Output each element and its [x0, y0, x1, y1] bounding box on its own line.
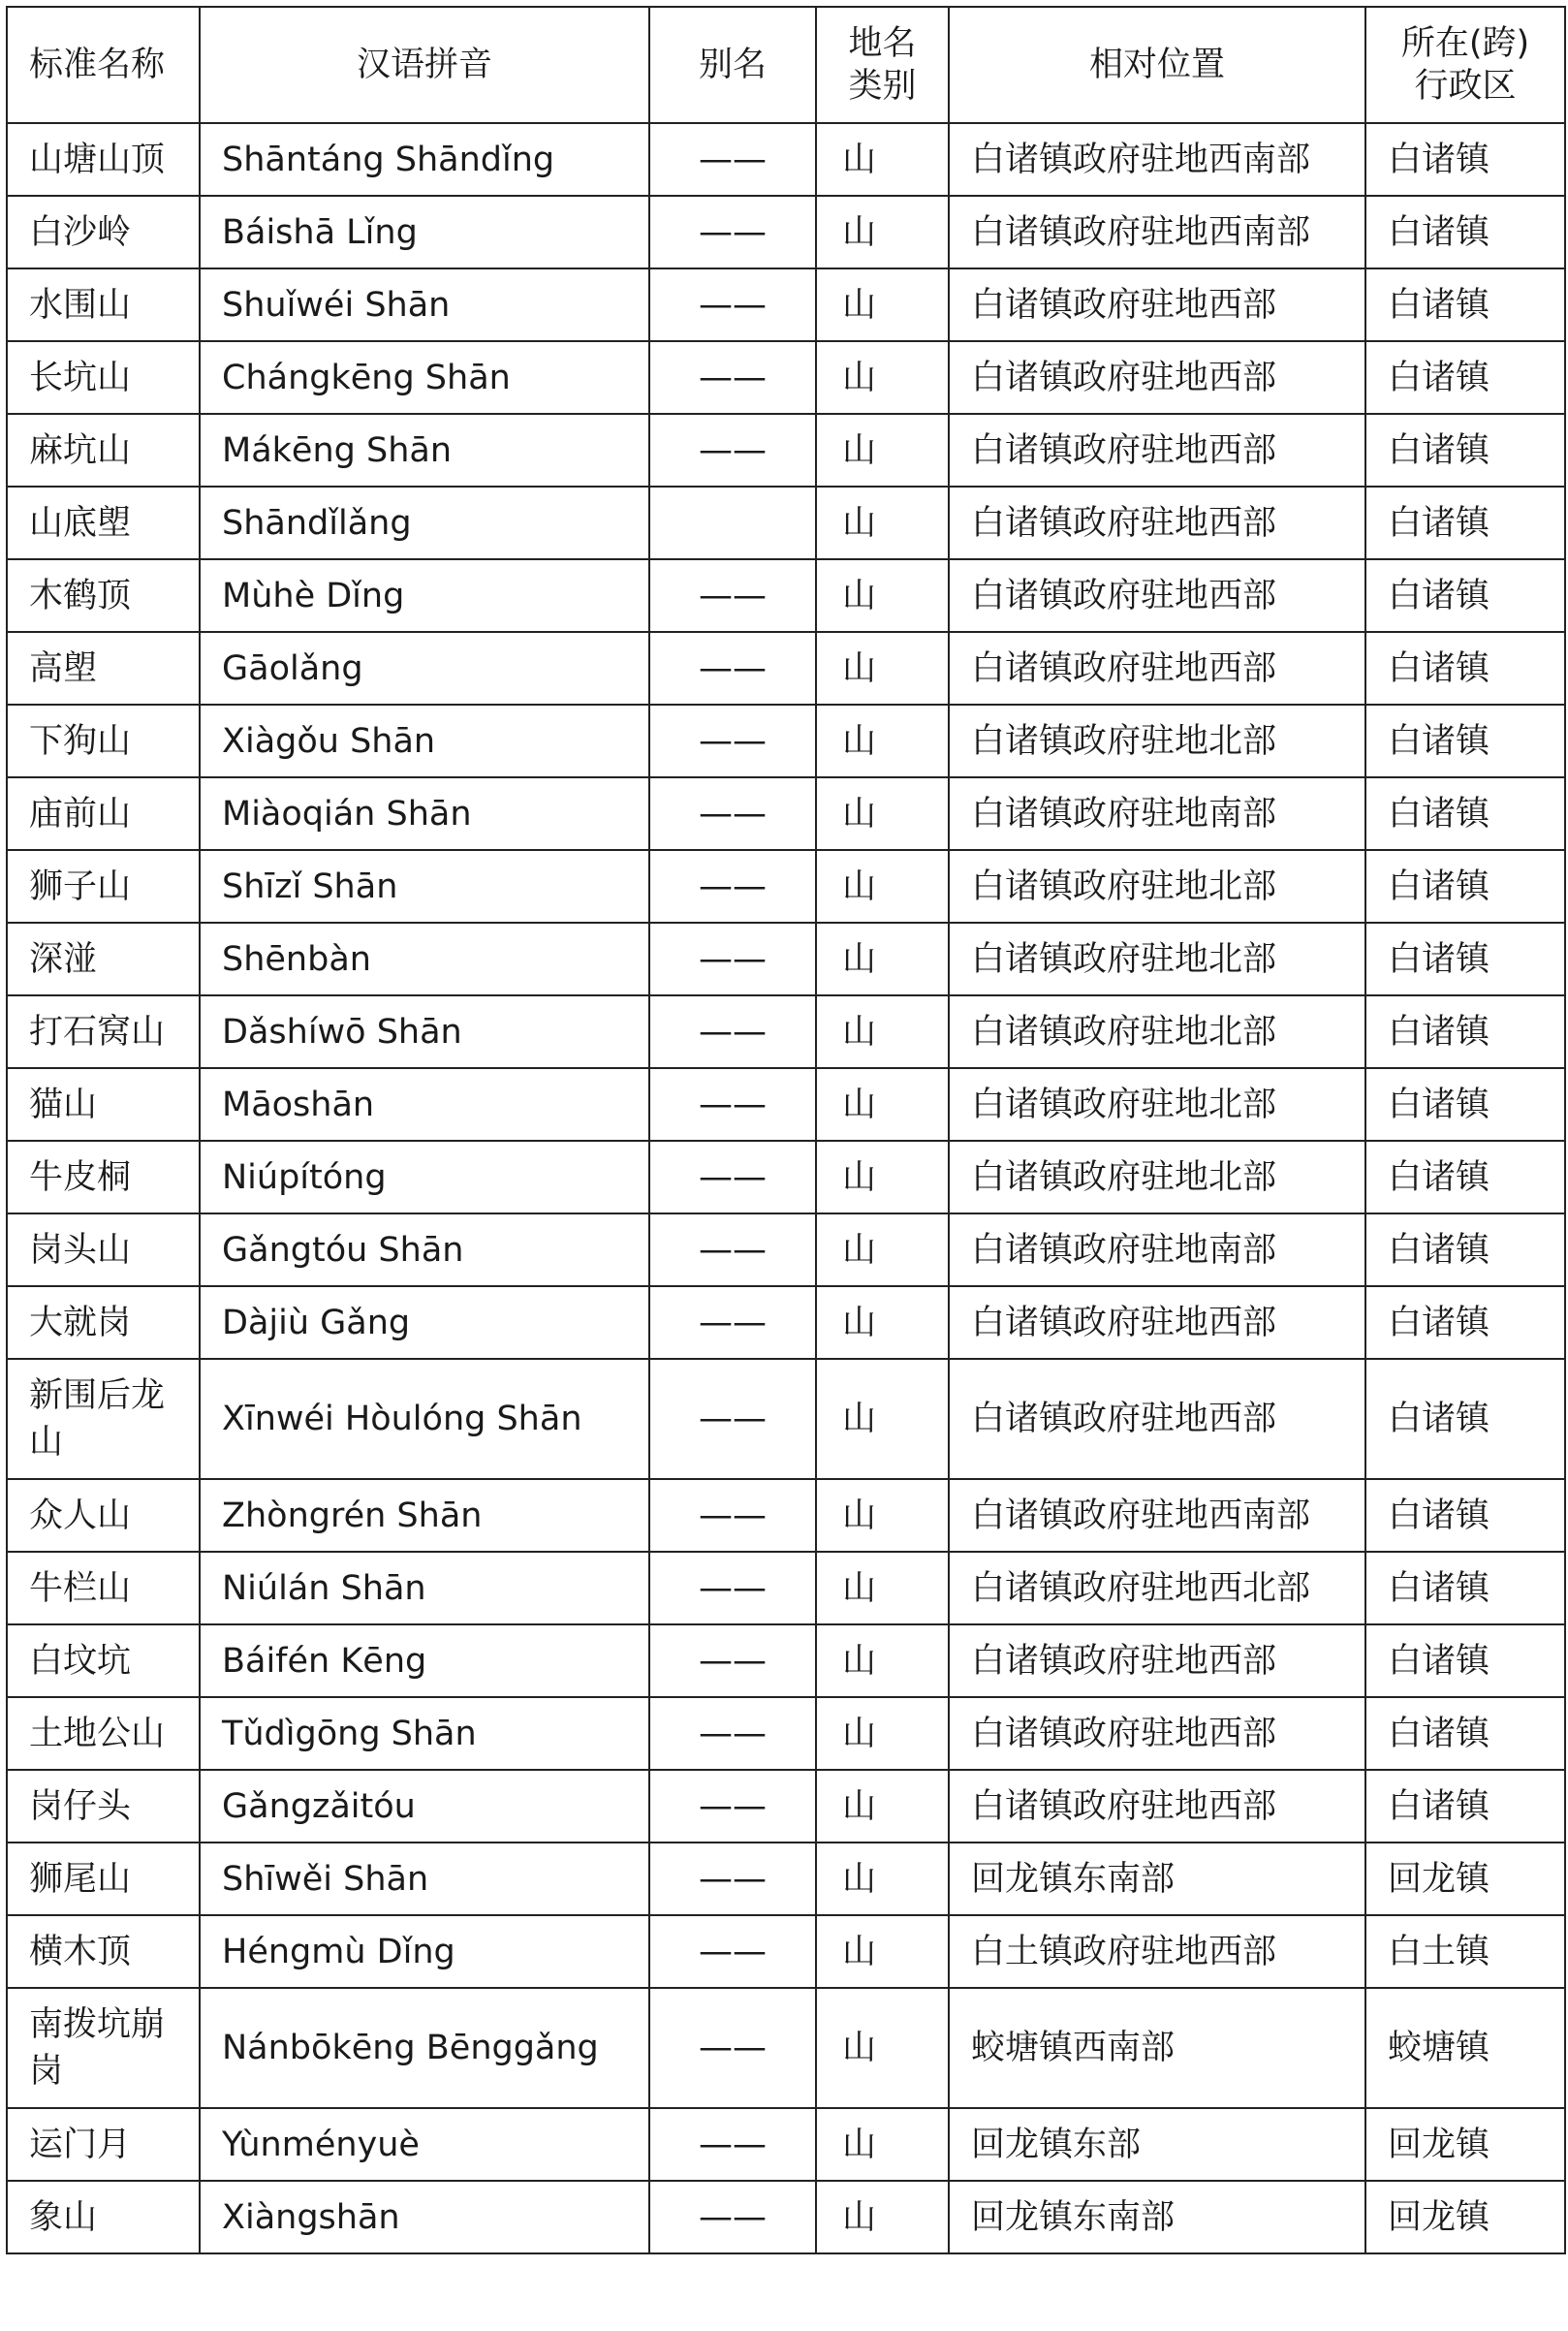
- location-cell: 白土镇政府驻地西部: [949, 1915, 1365, 1988]
- table-row: [7, 923, 1565, 995]
- category-cell: 山: [816, 2108, 949, 2181]
- category-cell: 山: [816, 268, 949, 341]
- category-cell: 山: [816, 923, 949, 995]
- admin-region-cell: 回龙镇: [1365, 2181, 1565, 2253]
- table-row: [7, 777, 1565, 850]
- pinyin-cell: Gǎngzǎitóu: [200, 1770, 649, 1843]
- admin-region-cell: 白诸镇: [1365, 487, 1565, 559]
- admin-region-cell: 白诸镇: [1365, 1624, 1565, 1697]
- pinyin-cell: Dàjiù Gǎng: [200, 1286, 649, 1359]
- table-row: [7, 196, 1565, 268]
- location-cell: 白诸镇政府驻地南部: [949, 777, 1365, 850]
- admin-region-cell: 白土镇: [1365, 1915, 1565, 1988]
- admin-region-cell: 白诸镇: [1365, 1697, 1565, 1770]
- table-row: [7, 1988, 1565, 2108]
- admin-region-cell: 白诸镇: [1365, 1286, 1565, 1359]
- category-cell: 山: [816, 1624, 949, 1697]
- location-cell: 白诸镇政府驻地西南部: [949, 123, 1365, 196]
- location-cell: 白诸镇政府驻地西部: [949, 487, 1365, 559]
- table-row: [7, 1068, 1565, 1141]
- place-name-cell: 狮子山: [7, 850, 200, 923]
- pinyin-cell: Māoshān: [200, 1068, 649, 1141]
- category-cell: 山: [816, 705, 949, 777]
- alias-cell: ——: [649, 196, 816, 268]
- alias-cell: ——: [649, 995, 816, 1068]
- pinyin-cell: Shēnbàn: [200, 923, 649, 995]
- category-cell: 山: [816, 196, 949, 268]
- header-pinyin: 汉语拼音: [200, 7, 649, 123]
- table-row: [7, 705, 1565, 777]
- place-name-cell: 牛栏山: [7, 1552, 200, 1624]
- table-row: [7, 1552, 1565, 1624]
- category-cell: 山: [816, 995, 949, 1068]
- alias-cell: ——: [649, 923, 816, 995]
- category-cell: 山: [816, 1915, 949, 1988]
- location-cell: 白诸镇政府驻地西北部: [949, 1552, 1365, 1624]
- alias-cell: ——: [649, 705, 816, 777]
- place-name-cell: 岗头山: [7, 1213, 200, 1286]
- location-cell: 白诸镇政府驻地西南部: [949, 1479, 1365, 1552]
- header-category: 地名类别: [816, 7, 949, 123]
- alias-cell: [649, 487, 816, 559]
- category-cell: 山: [816, 1141, 949, 1213]
- place-name-cell: 狮尾山: [7, 1843, 200, 1915]
- location-cell: 白诸镇政府驻地北部: [949, 995, 1365, 1068]
- place-name-cell: 打石窝山: [7, 995, 200, 1068]
- pinyin-cell: Mùhè Dǐng: [200, 559, 649, 632]
- admin-region-cell: 白诸镇: [1365, 1141, 1565, 1213]
- category-cell: 山: [816, 414, 949, 487]
- category-cell: 山: [816, 341, 949, 414]
- pinyin-cell: Héngmù Dǐng: [200, 1915, 649, 1988]
- table-row: [7, 995, 1565, 1068]
- pinyin-cell: Gāolǎng: [200, 632, 649, 705]
- category-cell: 山: [816, 1359, 949, 1479]
- admin-region-cell: 白诸镇: [1365, 1213, 1565, 1286]
- header-admin-region: 所在(跨)行政区: [1365, 7, 1565, 123]
- category-cell: 山: [816, 1988, 949, 2108]
- place-name-cell: 深湴: [7, 923, 200, 995]
- table-row: [7, 1359, 1565, 1479]
- table-row: [7, 559, 1565, 632]
- place-name-cell: 下狗山: [7, 705, 200, 777]
- admin-region-cell: 白诸镇: [1365, 850, 1565, 923]
- category-cell: 山: [816, 632, 949, 705]
- table-row: [7, 1479, 1565, 1552]
- place-name-cell: 山塘山顶: [7, 123, 200, 196]
- place-name-cell: 横木顶: [7, 1915, 200, 1988]
- table-row: [7, 850, 1565, 923]
- category-cell: 山: [816, 1286, 949, 1359]
- pinyin-cell: Yùnményuè: [200, 2108, 649, 2181]
- admin-region-cell: 白诸镇: [1365, 268, 1565, 341]
- place-name-cell: 麻坑山: [7, 414, 200, 487]
- admin-region-cell: 白诸镇: [1365, 1068, 1565, 1141]
- table-row: [7, 1213, 1565, 1286]
- pinyin-cell: Nánbōkēng Bēnggǎng: [200, 1988, 649, 2108]
- alias-cell: ——: [649, 1479, 816, 1552]
- admin-region-cell: 白诸镇: [1365, 1479, 1565, 1552]
- location-cell: 回龙镇东南部: [949, 2181, 1365, 2253]
- category-cell: 山: [816, 1068, 949, 1141]
- place-name-cell: 水围山: [7, 268, 200, 341]
- table-row: [7, 123, 1565, 196]
- place-name-cell: 大就岗: [7, 1286, 200, 1359]
- alias-cell: ——: [649, 777, 816, 850]
- location-cell: 白诸镇政府驻地西部: [949, 632, 1365, 705]
- location-cell: 白诸镇政府驻地北部: [949, 1068, 1365, 1141]
- place-name-cell: 白沙岭: [7, 196, 200, 268]
- table-row: [7, 1843, 1565, 1915]
- location-cell: 白诸镇政府驻地西部: [949, 341, 1365, 414]
- pinyin-cell: Mákēng Shān: [200, 414, 649, 487]
- alias-cell: ——: [649, 1770, 816, 1843]
- admin-region-cell: 回龙镇: [1365, 2108, 1565, 2181]
- admin-region-cell: 白诸镇: [1365, 1359, 1565, 1479]
- table-row: [7, 1286, 1565, 1359]
- place-name-cell: 山底塱: [7, 487, 200, 559]
- location-cell: 回龙镇东部: [949, 2108, 1365, 2181]
- table-row: [7, 1697, 1565, 1770]
- location-cell: 白诸镇政府驻地西部: [949, 1359, 1365, 1479]
- category-cell: 山: [816, 1770, 949, 1843]
- pinyin-cell: Shāndǐlǎng: [200, 487, 649, 559]
- table-row: [7, 487, 1565, 559]
- place-name-cell: 众人山: [7, 1479, 200, 1552]
- table-row: [7, 268, 1565, 341]
- pinyin-cell: Xīnwéi Hòulóng Shān: [200, 1359, 649, 1479]
- admin-region-cell: 白诸镇: [1365, 341, 1565, 414]
- place-name-cell: 南拨坑崩岗: [7, 1988, 200, 2108]
- pinyin-cell: Báifén Kēng: [200, 1624, 649, 1697]
- location-cell: 白诸镇政府驻地西部: [949, 1624, 1365, 1697]
- alias-cell: ——: [649, 1697, 816, 1770]
- table-row: [7, 2181, 1565, 2253]
- admin-region-cell: 回龙镇: [1365, 1843, 1565, 1915]
- pinyin-cell: Miàoqián Shān: [200, 777, 649, 850]
- admin-region-cell: 白诸镇: [1365, 777, 1565, 850]
- location-cell: 蛟塘镇西南部: [949, 1988, 1365, 2108]
- alias-cell: ——: [649, 1552, 816, 1624]
- pinyin-cell: Shīzǐ Shān: [200, 850, 649, 923]
- place-name-cell: 岗仔头: [7, 1770, 200, 1843]
- table-header-row: [7, 7, 1565, 123]
- place-name-cell: 象山: [7, 2181, 200, 2253]
- alias-cell: ——: [649, 1286, 816, 1359]
- alias-cell: ——: [649, 2108, 816, 2181]
- category-cell: 山: [816, 850, 949, 923]
- header-location: 相对位置: [949, 7, 1365, 123]
- place-name-cell: 长坑山: [7, 341, 200, 414]
- location-cell: 白诸镇政府驻地西部: [949, 268, 1365, 341]
- pinyin-cell: Chángkēng Shān: [200, 341, 649, 414]
- pinyin-cell: Niúpítóng: [200, 1141, 649, 1213]
- table-row: [7, 1770, 1565, 1843]
- alias-cell: ——: [649, 1141, 816, 1213]
- location-cell: 白诸镇政府驻地南部: [949, 1213, 1365, 1286]
- table-row: [7, 1915, 1565, 1988]
- place-name-cell: 高塱: [7, 632, 200, 705]
- alias-cell: ——: [649, 850, 816, 923]
- place-name-cell: 土地公山: [7, 1697, 200, 1770]
- pinyin-cell: Xiàgǒu Shān: [200, 705, 649, 777]
- category-cell: 山: [816, 1843, 949, 1915]
- alias-cell: ——: [649, 341, 816, 414]
- admin-region-cell: 白诸镇: [1365, 1770, 1565, 1843]
- place-name-cell: 牛皮桐: [7, 1141, 200, 1213]
- table-row: [7, 632, 1565, 705]
- place-name-cell: 新围后龙山: [7, 1359, 200, 1479]
- admin-region-cell: 白诸镇: [1365, 1552, 1565, 1624]
- alias-cell: ——: [649, 559, 816, 632]
- admin-region-cell: 白诸镇: [1365, 414, 1565, 487]
- alias-cell: ——: [649, 1624, 816, 1697]
- location-cell: 白诸镇政府驻地北部: [949, 923, 1365, 995]
- alias-cell: ——: [649, 632, 816, 705]
- table-row: [7, 341, 1565, 414]
- pinyin-cell: Xiàngshān: [200, 2181, 649, 2253]
- location-cell: 白诸镇政府驻地北部: [949, 1141, 1365, 1213]
- alias-cell: ——: [649, 1915, 816, 1988]
- category-cell: 山: [816, 123, 949, 196]
- place-name-cell: 庙前山: [7, 777, 200, 850]
- location-cell: 白诸镇政府驻地西部: [949, 1286, 1365, 1359]
- location-cell: 白诸镇政府驻地西部: [949, 1770, 1365, 1843]
- admin-region-cell: 蛟塘镇: [1365, 1988, 1565, 2108]
- alias-cell: ——: [649, 1213, 816, 1286]
- admin-region-cell: 白诸镇: [1365, 632, 1565, 705]
- table-row: [7, 1624, 1565, 1697]
- category-cell: 山: [816, 1697, 949, 1770]
- place-name-cell: 运门月: [7, 2108, 200, 2181]
- admin-region-cell: 白诸镇: [1365, 923, 1565, 995]
- location-cell: 白诸镇政府驻地西部: [949, 1697, 1365, 1770]
- location-cell: 白诸镇政府驻地北部: [949, 705, 1365, 777]
- location-cell: 白诸镇政府驻地西部: [949, 414, 1365, 487]
- admin-region-cell: 白诸镇: [1365, 559, 1565, 632]
- category-cell: 山: [816, 1552, 949, 1624]
- admin-region-cell: 白诸镇: [1365, 705, 1565, 777]
- place-name-cell: 木鹤顶: [7, 559, 200, 632]
- pinyin-cell: Shīwěi Shān: [200, 1843, 649, 1915]
- pinyin-cell: Shāntáng Shāndǐng: [200, 123, 649, 196]
- place-name-table: [6, 6, 1566, 2254]
- category-cell: 山: [816, 1213, 949, 1286]
- pinyin-cell: Báishā Lǐng: [200, 196, 649, 268]
- location-cell: 白诸镇政府驻地北部: [949, 850, 1365, 923]
- table-row: [7, 2108, 1565, 2181]
- table-row: [7, 1141, 1565, 1213]
- alias-cell: ——: [649, 268, 816, 341]
- category-cell: 山: [816, 2181, 949, 2253]
- alias-cell: ——: [649, 1843, 816, 1915]
- place-name-cell: 白坟坑: [7, 1624, 200, 1697]
- category-cell: 山: [816, 487, 949, 559]
- header-standard-name: 标准名称: [7, 7, 200, 123]
- location-cell: 白诸镇政府驻地西南部: [949, 196, 1365, 268]
- pinyin-cell: Dǎshíwō Shān: [200, 995, 649, 1068]
- pinyin-cell: Gǎngtóu Shān: [200, 1213, 649, 1286]
- pinyin-cell: Tǔdìgōng Shān: [200, 1697, 649, 1770]
- location-cell: 回龙镇东南部: [949, 1843, 1365, 1915]
- table-row: [7, 414, 1565, 487]
- alias-cell: ——: [649, 1988, 816, 2108]
- header-alias: 别名: [649, 7, 816, 123]
- pinyin-cell: Shuǐwéi Shān: [200, 268, 649, 341]
- admin-region-cell: 白诸镇: [1365, 196, 1565, 268]
- category-cell: 山: [816, 777, 949, 850]
- alias-cell: ——: [649, 123, 816, 196]
- admin-region-cell: 白诸镇: [1365, 123, 1565, 196]
- location-cell: 白诸镇政府驻地西部: [949, 559, 1365, 632]
- pinyin-cell: Niúlán Shān: [200, 1552, 649, 1624]
- alias-cell: ——: [649, 2181, 816, 2253]
- place-name-cell: 猫山: [7, 1068, 200, 1141]
- alias-cell: ——: [649, 1068, 816, 1141]
- category-cell: 山: [816, 559, 949, 632]
- alias-cell: ——: [649, 1359, 816, 1479]
- category-cell: 山: [816, 1479, 949, 1552]
- alias-cell: ——: [649, 414, 816, 487]
- admin-region-cell: 白诸镇: [1365, 995, 1565, 1068]
- pinyin-cell: Zhòngrén Shān: [200, 1479, 649, 1552]
